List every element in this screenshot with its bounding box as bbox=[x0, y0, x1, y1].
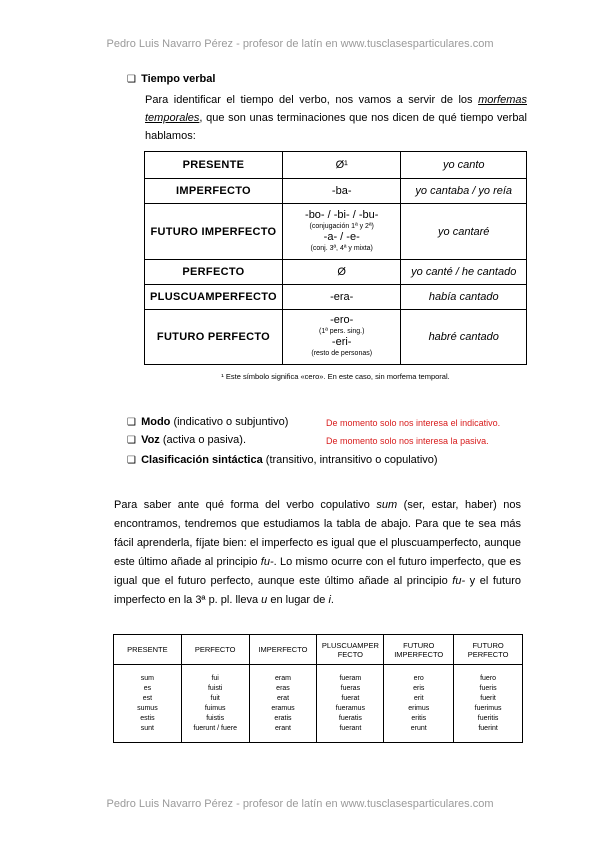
tiempo-text-3: hablamos: bbox=[145, 130, 196, 142]
tense-cell: PERFECTO bbox=[145, 260, 283, 285]
verb-form: fueras bbox=[340, 684, 361, 692]
morph-cell bbox=[282, 310, 401, 365]
morph-note-b: (resto de personas) bbox=[311, 350, 373, 357]
verb-form: fuerit bbox=[480, 694, 496, 702]
example-cell: yo canté / he cantado bbox=[401, 260, 527, 285]
morph-cell bbox=[282, 204, 401, 260]
morph-cell: Ø¹ bbox=[282, 152, 401, 179]
bullet-voz bbox=[127, 434, 246, 446]
temporales-link[interactable]: temporales bbox=[145, 112, 200, 124]
modo-note: De momento solo nos interesa el indicativo. bbox=[326, 418, 501, 428]
sum-table bbox=[113, 634, 523, 743]
header-cell: PRESENTE bbox=[114, 635, 182, 665]
verb-form: fueramus bbox=[335, 704, 365, 712]
verb-form: eris bbox=[413, 684, 425, 692]
sum-paragraph: Para saber ante qué forma del verbo copulativo sum (ser, estar, haber) nos encontramos, tendremos que estudiamos la tabla de abajo. Para que te sea más fácil aprenderla, fíjate bien: el imperfecto es igual que el pluscuamperfecto, aunque este último añade al principio fu-. Lo mismo ocurre con el futuro imperfecto, que es igual que el futuro perfecto, aunque este último añade al principio fu- y el futuro imperfecto en la 3ª p. pl. lleva u en lugar de i. bbox=[114, 499, 521, 606]
morph-b: -eri- bbox=[331, 336, 352, 348]
verb-form: fuerant bbox=[339, 724, 362, 732]
verb-form: fuerat bbox=[341, 694, 360, 702]
verb-form: fuerint bbox=[478, 724, 498, 732]
verb-form: estis bbox=[140, 714, 155, 722]
verb-form: fuisti bbox=[207, 684, 223, 692]
verb-form: fueris bbox=[479, 684, 497, 692]
morph-note-a: (conjugación 1ª y 2ª) bbox=[309, 222, 374, 230]
tense-cell: IMPERFECTO bbox=[145, 179, 283, 204]
morph-cell: -ba- bbox=[282, 179, 401, 204]
checkbox-bullet-icon: ❑ bbox=[127, 74, 136, 85]
morph-note-a: (1ª pers. sing.) bbox=[319, 328, 365, 335]
morfemas-link[interactable]: morfemas bbox=[478, 94, 527, 106]
verb-form: fuistis bbox=[206, 714, 225, 722]
tiempo-label: Tiempo verbal bbox=[141, 73, 216, 85]
column-cell bbox=[181, 665, 249, 743]
footnote: ¹ Este símbolo significa «cero». En este caso, sin morfema temporal. bbox=[221, 372, 450, 381]
clasificacion-label: Clasificación sintáctica bbox=[141, 454, 263, 466]
example-cell: yo cantaré bbox=[401, 204, 527, 260]
table-row bbox=[145, 285, 527, 310]
verb-form: fueritis bbox=[477, 714, 499, 722]
verb-form: erant bbox=[275, 724, 291, 732]
verb-form: eratis bbox=[274, 714, 292, 722]
header-cell: FUTURO PERFECTO bbox=[454, 635, 523, 665]
verb-form: est bbox=[142, 694, 153, 702]
verb-form: fuit bbox=[210, 694, 220, 702]
verb-form: fuimus bbox=[204, 704, 226, 712]
checkbox-bullet-icon: ❑ bbox=[127, 417, 136, 428]
header-cell: IMPERFECTO bbox=[249, 635, 317, 665]
verb-form: es bbox=[143, 684, 152, 692]
morph-b: -a- / -e- bbox=[323, 230, 360, 243]
example-cell: habré cantado bbox=[401, 310, 527, 365]
bullet-clasificacion bbox=[127, 454, 438, 466]
verb-form: eramus bbox=[271, 704, 295, 712]
clasificacion-text: (transitivo, intransitivo o copulativo) bbox=[262, 454, 438, 466]
morph-note-b: (conj. 3ª, 4ª y mixta) bbox=[310, 244, 373, 252]
modo-label: Modo bbox=[141, 416, 171, 428]
voz-text: (activa o pasiva). bbox=[159, 434, 247, 446]
verb-form: fuerimus bbox=[474, 704, 502, 712]
checkbox-bullet-icon: ❑ bbox=[127, 435, 136, 446]
verb-form: fueram bbox=[339, 674, 362, 682]
verb-form: eras bbox=[276, 684, 290, 692]
verb-form: erimus bbox=[408, 704, 430, 712]
verb-form: erat bbox=[276, 694, 290, 702]
morph-a: -bo- / -bi- / -bu- bbox=[305, 208, 379, 221]
tense-cell: FUTURO PERFECTO bbox=[145, 310, 283, 365]
verb-form: fuerunt / fuere bbox=[193, 724, 237, 732]
tense-cell: PRESENTE bbox=[145, 152, 283, 179]
table-row bbox=[145, 152, 527, 179]
column-cell bbox=[454, 665, 523, 743]
bullet-tiempo bbox=[127, 73, 215, 85]
page-footer: Pedro Luis Navarro Pérez - profesor de latín en www.tusclasesparticulares.com bbox=[106, 798, 494, 810]
table-row bbox=[145, 204, 527, 260]
checkbox-bullet-icon: ❑ bbox=[127, 455, 136, 466]
example-cell: yo cantaba / yo reía bbox=[401, 179, 527, 204]
column-cell bbox=[317, 665, 384, 743]
verb-form: eritis bbox=[411, 714, 427, 722]
tiempo-text-1: Para identificar el tiempo del verbo, nos vamos a servir de los bbox=[145, 94, 473, 106]
bullet-modo bbox=[127, 416, 288, 428]
table-row bbox=[145, 260, 527, 285]
column-cell bbox=[249, 665, 317, 743]
example-cell: había cantado bbox=[401, 285, 527, 310]
verb-form: fueratis bbox=[338, 714, 362, 722]
tense-cell: PLUSCUAMPERFECTO bbox=[145, 285, 283, 310]
page-header: Pedro Luis Navarro Pérez - profesor de latín en www.tusclasesparticulares.com bbox=[106, 38, 494, 50]
tiempo-paragraph bbox=[145, 91, 527, 145]
header-cell: PLUSCUAMPER FECTO bbox=[317, 635, 384, 665]
table-header-row bbox=[114, 635, 523, 665]
header-cell: FUTURO IMPERFECTO bbox=[384, 635, 454, 665]
verb-form: erit bbox=[413, 694, 424, 702]
verb-form: erunt bbox=[410, 724, 427, 732]
tense-table bbox=[144, 151, 527, 365]
header-cell: PERFECTO bbox=[181, 635, 249, 665]
verb-form: fuero bbox=[480, 674, 497, 682]
morph-cell: Ø bbox=[282, 260, 401, 285]
verb-form: sumus bbox=[137, 704, 158, 712]
example-cell: yo canto bbox=[401, 152, 527, 179]
morph-cell: -era- bbox=[282, 285, 401, 310]
verb-form: sum bbox=[140, 674, 154, 682]
column-cell bbox=[114, 665, 182, 743]
modo-text: (indicativo o subjuntivo) bbox=[170, 416, 289, 428]
tiempo-text-2: , que son unas terminaciones que nos dicen de qué tiempo verbal bbox=[199, 112, 527, 124]
verb-form: ero bbox=[413, 674, 424, 682]
verb-form: sunt bbox=[140, 724, 154, 732]
morph-a: -ero- bbox=[330, 314, 354, 326]
voz-note: De momento solo nos interesa la pasiva. bbox=[326, 436, 489, 446]
column-cell bbox=[384, 665, 454, 743]
table-row bbox=[145, 310, 527, 365]
table-row bbox=[145, 179, 527, 204]
verb-form: eram bbox=[275, 674, 291, 682]
table-row bbox=[114, 665, 523, 743]
voz-label: Voz bbox=[141, 434, 160, 446]
verb-form: fui bbox=[211, 674, 219, 682]
tense-cell: FUTURO IMPERFECTO bbox=[145, 204, 283, 260]
